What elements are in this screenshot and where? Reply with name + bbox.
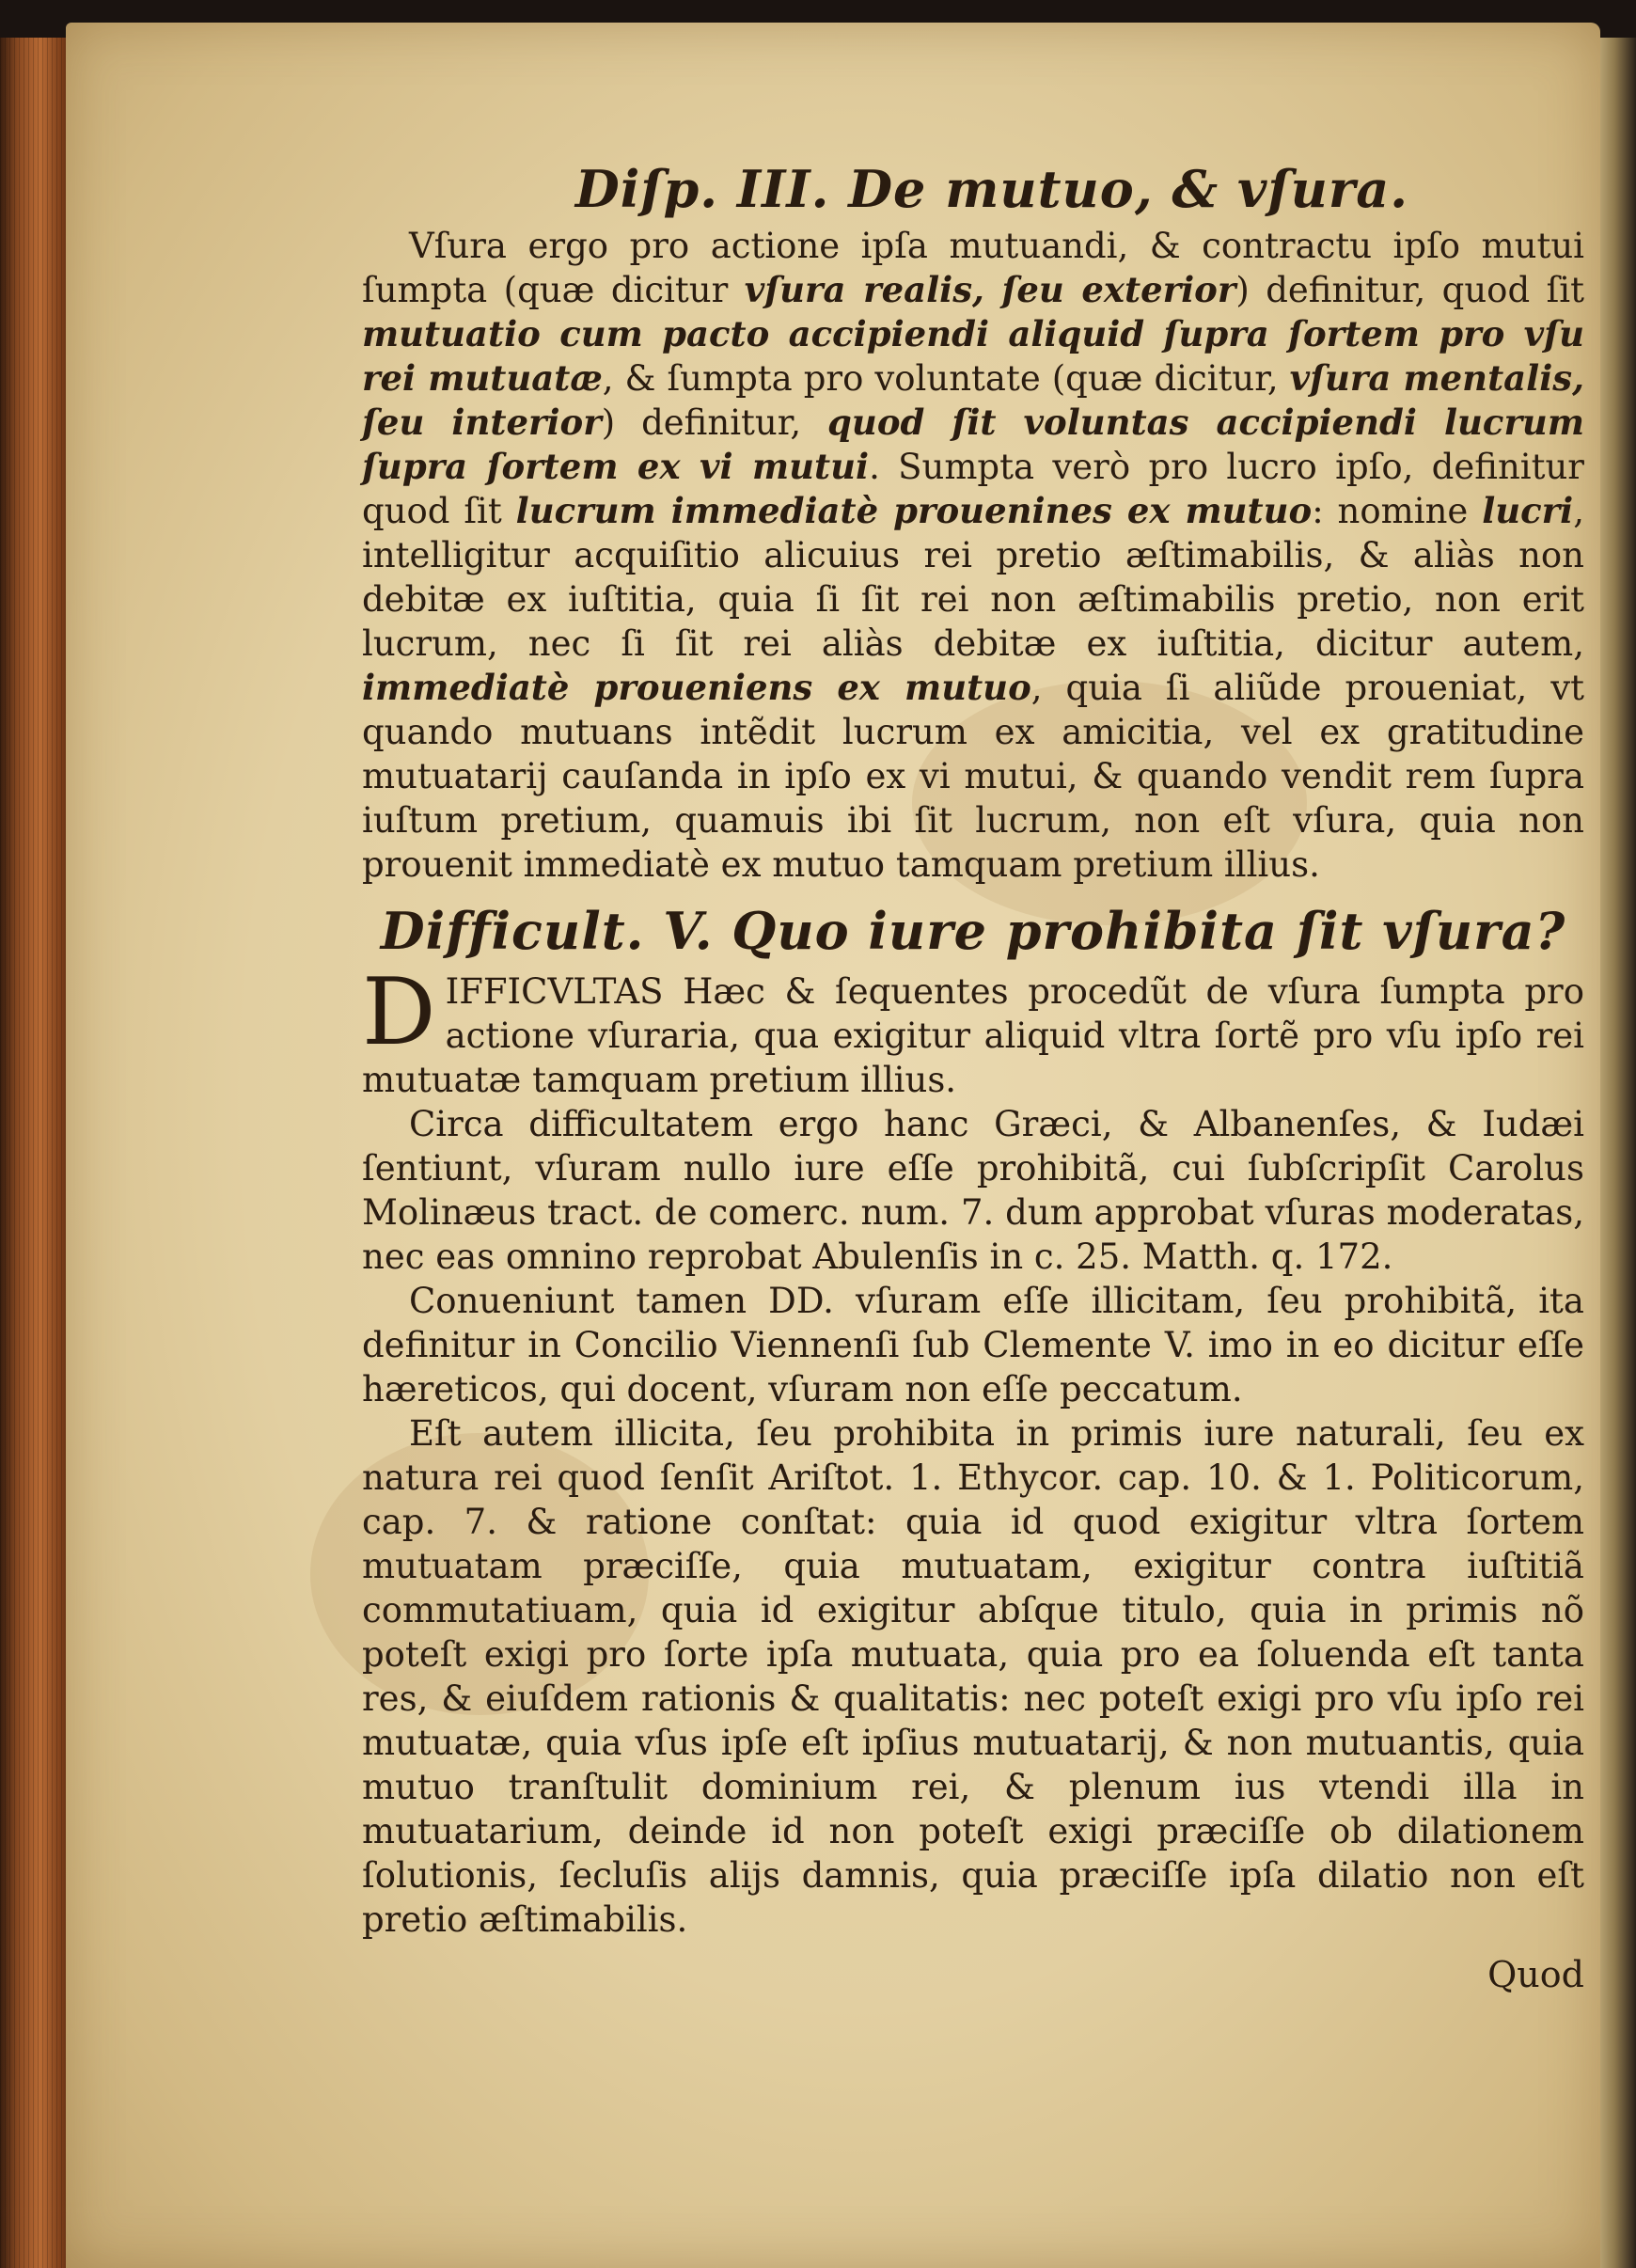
text-run: , intelligitur acquiſitio alicuius rei pretio æſtimabilis, & aliàs non debitæ ex iuſtitia, quia ſi ſit rei non æſtimabilis pretio, non erit lucrum, nec ſi ſit rei aliàs debitæ ex iuſtitia, dicitur autem, xyxy=(362,491,1584,664)
italic-term: lucrum immediatè prouenines ex mutuo xyxy=(515,490,1313,531)
paragraph-difficultas xyxy=(362,959,1584,1102)
text-run: , & ſumpta pro voluntate (quæ dicitur, xyxy=(602,358,1290,399)
paragraph-definition xyxy=(362,224,1584,887)
italic-term: quod ſit voluntas accipiendi lucrum ſupra ſortem ex vi mutui xyxy=(362,402,1584,487)
paragraph-conueniunt: Conueniunt tamen DD. vſuram eſſe illicitam, ſeu prohibitã, ita definitur in Concilio Viennenſi ſub Clemente V. imo in eo dicitur eſſe hæreticos, qui docent, vſuram non eſſe peccatum. xyxy=(362,1281,1584,1410)
italic-term: vſura mentalis, ſeu interior xyxy=(362,357,1584,443)
text-run: ) definitur, quod ſit xyxy=(1235,270,1584,310)
italic-term: mutuatio cum pacto accipiendi aliquid ſupra ſortem pro vſu rei mutuatæ xyxy=(362,313,1584,399)
text-run: : nomine xyxy=(1312,491,1483,531)
paragraph-est-autem: Eſt autem illicita, ſeu prohibita in primis iure naturali, ſeu ex natura rei quod ſenſit Ariſtot. 1. Ethycor. cap. 10. & 1. Politicorum, cap. 7. & ratione conſtat: quia id quod exigitur vltra ſortem mutuatam præciſſe, quia mutuatam, exigitur contra iuſtitiã commutatiuam, quia id exigitur abſque titulo, quia in primis nõ poteſt exigi pro ſorte ipſa mutuata, quia pro ea ſoluenda eſt tanta res, & eiuſdem rationis & qualitatis: nec poteſt exigi pro vſu ipſo rei mutuatæ, quia vſus ipſe eſt ipſius mutuatarij, & non mutuantis, quia mutuo tranſtulit dominium rei, & plenum ius vtendi illa in mutuatarium, deinde id non poteſt exigi præciſſe ob dilationem ſolutionis, ſecluſis alijs damnis, quia præciſſe ipſa dilatio non eſt pretio æſtimabilis. xyxy=(362,1413,1584,1940)
text-run: , quia ſi aliũde proueniat, vt quando mutuans intẽdit lucrum ex amicitia, vel ex gratitudine mutuatarij cauſanda in ipſo ex vi mutui, & quando vendit rem ſupra iuſtum pretium, quamuis ibi ſit lucrum, non eſt vſura, quia non prouenit immediatè ex mutuo tamquam pretium illius. xyxy=(362,668,1584,885)
text-block xyxy=(362,154,1584,1998)
text-run: Vſura ergo pro actione ipſa mutuandi, & contractu ipſo mutui ſumpta (quæ dicitur xyxy=(362,226,1584,310)
italic-term: lucri xyxy=(1482,490,1574,531)
difficulty-heading: Difficult. V. Quo iure prohibita ſit vſura? xyxy=(380,901,1566,961)
book-page xyxy=(66,23,1600,2268)
paragraph-circa: Circa difficultatem ergo hanc Græci, & Albanenſes, & Iudæi ſentiunt, vſuram nullo iure eſſe prohibitã, cui ſubſcripſit Carolus Molinæus tract. de comerc. num. 7. dum approbat vſuras moderatas, nec eas omnino reprobat Abulenſis in c. 25. Matth. q. 172. xyxy=(362,1104,1584,1277)
section-heading: Diſp. III. De mutuo, & vſura. xyxy=(574,159,1409,219)
text-run: . Sumpta verò pro lucro ipſo, definitur quod ſit xyxy=(362,447,1584,531)
catchword: Quod xyxy=(1487,1954,1584,1995)
italic-term: immediatè proueniens ex mutuo xyxy=(362,667,1031,708)
book-fore-edge-texture xyxy=(0,38,73,2268)
italic-term: vſura realis, ſeu exterior xyxy=(744,269,1236,310)
text-run: ) definitur, xyxy=(601,402,828,443)
paragraph-difficultas-text: IFFICVLTAS Hæc & ſequentes procedũt de vſura ſumpta pro actione vſuraria, qua exigitur aliquid vltra ſortẽ pro vſu ipſo rei mutuatæ tamquam pretium illius. xyxy=(362,971,1584,1100)
drop-cap: D xyxy=(362,959,436,1066)
